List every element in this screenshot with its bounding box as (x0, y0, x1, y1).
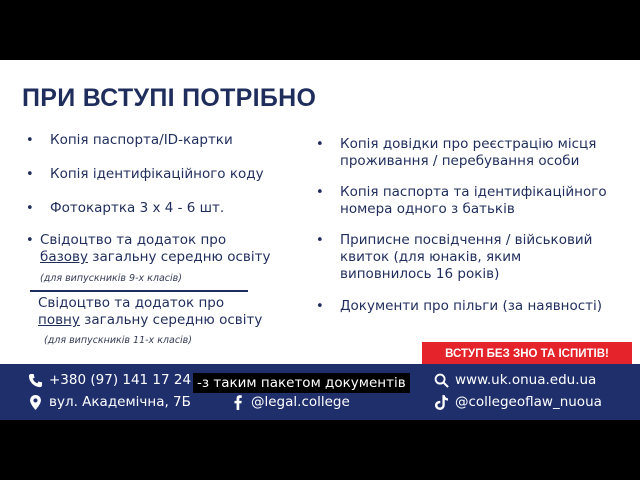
item-line (40, 249, 306, 266)
item-line: проживання / перебування особи (340, 153, 580, 169)
bullet: • (316, 233, 324, 248)
item-text: Копія ідентифікаційного коду (50, 166, 264, 182)
bullet: • (26, 133, 34, 148)
item-text (340, 136, 616, 170)
item-line-rest: загальну середню освіту (87, 249, 271, 265)
phone-number: +380 (97) 141 17 24 (49, 372, 192, 388)
item-line: Свідоцтво та додаток про (40, 232, 227, 248)
website-contact[interactable] (434, 372, 596, 388)
item-text (40, 232, 306, 266)
item-line: Копія паспорта та ідентифікаційного (340, 184, 607, 200)
item-line: номера одного з батьків (340, 201, 515, 217)
map-pin-icon (28, 395, 43, 410)
item-line: виповнилось 16 років) (340, 266, 500, 282)
item-text (340, 184, 616, 218)
slide (0, 60, 640, 420)
item-text (38, 295, 306, 329)
item-line: Свідоцтво та додаток про (38, 295, 225, 311)
note-9-grade: (для випускників 9-х класів) (40, 273, 182, 284)
video-subtitle: -з таким пакетом документів (193, 373, 410, 393)
divider (30, 290, 248, 292)
search-icon (434, 373, 449, 388)
bullet: • (316, 185, 324, 200)
tiktok-contact[interactable] (434, 394, 602, 410)
item-text: Копія паспорта/ID-картки (50, 132, 233, 148)
facebook-handle: @legal.college (251, 394, 350, 410)
phone-contact[interactable] (28, 372, 191, 388)
note-11-grade: (для випускників 11-х класів) (44, 335, 192, 346)
phone-icon (28, 373, 43, 388)
item-line: квиток (для юнаків, яким (340, 249, 522, 265)
tiktok-handle: @collegeoflaw_nuoua (455, 394, 602, 410)
bullet: • (26, 167, 34, 182)
item-line-rest: загальну середню освіту (79, 312, 263, 328)
item-text (340, 232, 616, 283)
bullet: • (26, 233, 34, 248)
underlined-word: повну (38, 312, 80, 328)
slide-title: ПРИ ВСТУПІ ПОТРІБНО (22, 84, 317, 112)
bullet: • (26, 201, 34, 216)
address-text: вул. Академічна, 7Б (49, 394, 191, 410)
bullet: • (316, 299, 324, 314)
item-line: Копія довідки про реєстрацію місця (340, 136, 597, 152)
item-text: Фотокартка 3 х 4 - 6 шт. (50, 200, 225, 216)
facebook-contact[interactable] (230, 394, 350, 410)
tiktok-icon (434, 395, 449, 410)
website-url: www.uk.onua.edu.ua (455, 372, 597, 388)
address-contact (28, 394, 191, 410)
admission-banner: ВСТУП БЕЗ ЗНО ТА ІСПИТІВ! (422, 342, 632, 366)
underlined-word: базову (40, 249, 88, 265)
facebook-icon (230, 395, 245, 410)
item-text: Документи про пільги (за наявності) (340, 298, 603, 314)
item-line (38, 312, 306, 329)
bullet: • (316, 137, 324, 152)
item-line: Приписне посвідчення / військовий (340, 232, 593, 248)
